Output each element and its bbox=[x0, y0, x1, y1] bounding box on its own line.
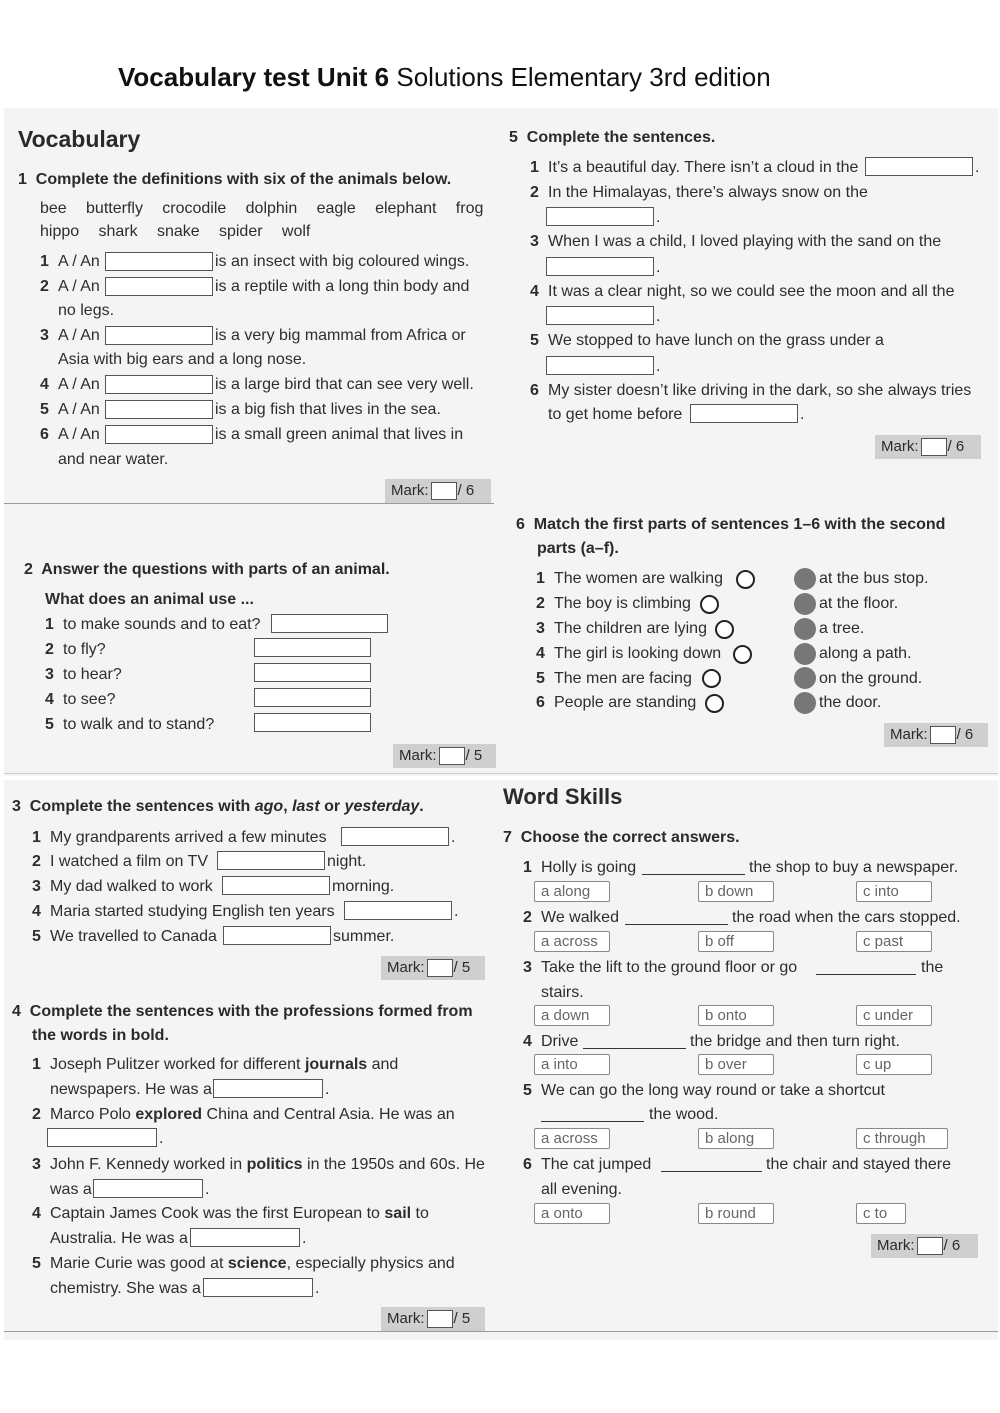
match-anchor-left[interactable] bbox=[715, 620, 734, 639]
score-input[interactable] bbox=[921, 438, 947, 456]
item-number: 1 bbox=[45, 616, 54, 633]
item-number: 4 bbox=[530, 283, 539, 300]
ex4-heading-cont: the words in bold. bbox=[32, 1027, 169, 1044]
item-text: It’s a beautiful day. There isn’t a cloud in the bbox=[548, 159, 859, 176]
separator bbox=[4, 503, 494, 504]
option-c[interactable]: c to bbox=[856, 1203, 906, 1224]
item-text-end: . bbox=[454, 903, 459, 920]
match-anchor-right[interactable] bbox=[794, 643, 816, 665]
answer-input[interactable] bbox=[93, 1179, 203, 1198]
separator bbox=[4, 1331, 998, 1332]
item-text: Marie Curie was good at science, especially physics and bbox=[50, 1255, 455, 1272]
option-c[interactable]: c past bbox=[856, 931, 932, 952]
item-number: 5 bbox=[536, 670, 545, 687]
answer-input[interactable] bbox=[546, 356, 654, 375]
answer-input[interactable] bbox=[254, 713, 371, 732]
item-number: 2 bbox=[32, 853, 41, 870]
separator bbox=[4, 776, 998, 780]
item-text: John F. Kennedy worked in politics in the 1950s and 60s. He bbox=[50, 1156, 485, 1173]
ex6-heading: 6 Match the first parts of sentences 1–6 with the second bbox=[516, 516, 946, 533]
answer-blank[interactable] bbox=[642, 874, 745, 875]
item-text: to see? bbox=[63, 691, 116, 708]
item-text-cont: newspapers. He was a bbox=[50, 1081, 212, 1098]
item-number: 2 bbox=[530, 184, 539, 201]
answer-input[interactable] bbox=[341, 827, 449, 846]
item-number: 3 bbox=[40, 327, 49, 344]
answer-input[interactable] bbox=[203, 1278, 313, 1297]
match-right-text: along a path. bbox=[819, 645, 912, 662]
separator bbox=[4, 773, 998, 774]
item-text: We walked bbox=[541, 909, 619, 926]
option-c[interactable]: c through bbox=[856, 1128, 948, 1149]
answer-input[interactable] bbox=[105, 252, 213, 271]
item-number: 6 bbox=[40, 426, 49, 443]
item-number: 5 bbox=[45, 716, 54, 733]
item-text-end: morning. bbox=[332, 878, 395, 895]
item-number: 5 bbox=[523, 1082, 532, 1099]
item-text: My sister doesn’t like driving in the dark, so she always tries bbox=[548, 382, 972, 399]
item-number: 1 bbox=[32, 1056, 41, 1073]
item-text: to walk and to stand? bbox=[63, 716, 215, 733]
item-text-end: night. bbox=[327, 853, 367, 870]
item-text: Marco Polo explored China and Central Asia. He was an bbox=[50, 1106, 455, 1123]
score-box: Mark: / 6 bbox=[884, 723, 988, 747]
match-anchor-right[interactable] bbox=[794, 692, 816, 714]
item-text: is a big fish that lives in the sea. bbox=[215, 401, 441, 418]
item-number: 3 bbox=[536, 620, 545, 637]
item-number: 3 bbox=[32, 878, 41, 895]
item-number: 3 bbox=[32, 1156, 41, 1173]
item-text-end: . bbox=[975, 159, 980, 176]
item-number: 4 bbox=[40, 376, 49, 393]
option-b[interactable]: b off bbox=[698, 931, 774, 952]
item-text-end: . bbox=[656, 358, 661, 375]
item-text-cont: to get home before bbox=[548, 406, 683, 423]
item-number: 6 bbox=[530, 382, 539, 399]
vocabulary-heading: Vocabulary bbox=[18, 126, 141, 152]
item-text-end: . bbox=[205, 1181, 210, 1198]
item-number: 1 bbox=[530, 159, 539, 176]
item-text-end: . bbox=[451, 829, 456, 846]
item-number: 2 bbox=[523, 909, 532, 926]
option-a[interactable]: a across bbox=[534, 1128, 610, 1149]
answer-blank[interactable] bbox=[816, 974, 916, 975]
word-skills-heading: Word Skills bbox=[503, 784, 623, 809]
answer-input[interactable] bbox=[546, 257, 654, 276]
option-b[interactable]: b down bbox=[698, 881, 774, 902]
item-text-end: . bbox=[315, 1280, 320, 1297]
item-text: I watched a film on TV bbox=[50, 853, 208, 870]
item-number: 4 bbox=[523, 1033, 532, 1050]
match-anchor-left[interactable] bbox=[705, 694, 724, 713]
item-number: 5 bbox=[32, 1255, 41, 1272]
answer-input[interactable] bbox=[105, 326, 213, 345]
item-number: 1 bbox=[536, 570, 545, 587]
match-anchor-right[interactable] bbox=[794, 618, 816, 640]
item-text-cont: and near water. bbox=[58, 451, 169, 468]
item-text-end: the bbox=[921, 959, 944, 976]
match-anchor-left[interactable] bbox=[700, 595, 719, 614]
option-a[interactable]: a onto bbox=[534, 1203, 610, 1224]
item-number: 2 bbox=[32, 1106, 41, 1123]
item-text-end: . bbox=[800, 406, 805, 423]
match-anchor-left[interactable] bbox=[702, 669, 721, 688]
item-text-end: the bridge and then turn right. bbox=[690, 1033, 900, 1050]
answer-input[interactable] bbox=[690, 404, 798, 423]
animal-word-list: bee butterfly crocodile dolphin eagle elephant frog bbox=[40, 200, 484, 217]
score-box: Mark: / 6 bbox=[875, 435, 981, 459]
option-c[interactable]: c up bbox=[856, 1054, 932, 1075]
score-box: Mark: / 5 bbox=[381, 956, 485, 980]
answer-blank[interactable] bbox=[583, 1048, 686, 1049]
match-left-text: The men are facing bbox=[554, 670, 692, 687]
item-text: It was a clear night, so we could see the moon and all the bbox=[548, 283, 955, 300]
item-prefix: A / An bbox=[58, 327, 100, 344]
item-prefix: A / An bbox=[58, 278, 100, 295]
item-number: 3 bbox=[530, 233, 539, 250]
answer-input[interactable] bbox=[254, 638, 371, 657]
item-text-end: the road when the cars stopped. bbox=[732, 909, 961, 926]
ex7-heading: 7 Choose the correct answers. bbox=[503, 829, 740, 846]
item-text: is a reptile with a long thin body and bbox=[215, 278, 470, 295]
match-anchor-left[interactable] bbox=[736, 570, 755, 589]
item-number: 6 bbox=[523, 1156, 532, 1173]
item-text: is an insect with big coloured wings. bbox=[215, 253, 470, 270]
item-prefix: A / An bbox=[58, 376, 100, 393]
item-text: is a large bird that can see very well. bbox=[215, 376, 474, 393]
ex2-subheading: What does an animal use ... bbox=[45, 591, 254, 608]
ex4-heading: 4 Complete the sentences with the professions formed from bbox=[12, 1003, 473, 1020]
answer-input[interactable] bbox=[546, 306, 654, 325]
answer-input[interactable] bbox=[254, 688, 371, 707]
item-number: 2 bbox=[45, 641, 54, 658]
answer-blank[interactable] bbox=[661, 1171, 762, 1172]
item-number: 5 bbox=[530, 332, 539, 349]
item-text: Holly is going bbox=[541, 859, 637, 876]
option-a[interactable]: a across bbox=[534, 931, 610, 952]
ex6-heading-cont: parts (a–f). bbox=[537, 540, 619, 557]
item-number: 1 bbox=[32, 829, 41, 846]
match-anchor-right[interactable] bbox=[794, 667, 816, 689]
option-b[interactable]: b over bbox=[698, 1054, 774, 1075]
item-prefix: A / An bbox=[58, 401, 100, 418]
score-input[interactable] bbox=[427, 959, 453, 977]
item-number: 5 bbox=[32, 928, 41, 945]
item-text-cont: chemistry. She was a bbox=[50, 1280, 201, 1297]
item-text: to fly? bbox=[63, 641, 106, 658]
item-number: 1 bbox=[40, 253, 49, 270]
item-text-end: . bbox=[656, 259, 661, 276]
item-text-cont: stairs. bbox=[541, 984, 584, 1001]
item-text-end: . bbox=[159, 1130, 164, 1147]
match-anchor-left[interactable] bbox=[733, 645, 752, 664]
item-text-end: the chair and stayed there bbox=[766, 1156, 952, 1173]
score-input[interactable] bbox=[439, 747, 465, 765]
item-number: 4 bbox=[45, 691, 54, 708]
item-number: 2 bbox=[40, 278, 49, 295]
item-text-end: the wood. bbox=[649, 1106, 719, 1123]
item-text-end: . bbox=[656, 209, 661, 226]
score-input[interactable] bbox=[427, 1310, 453, 1328]
item-text-cont: no legs. bbox=[58, 302, 115, 319]
answer-input[interactable] bbox=[546, 207, 654, 226]
option-a[interactable]: a into bbox=[534, 1054, 610, 1075]
score-input[interactable] bbox=[930, 726, 956, 744]
score-box: Mark: / 6 bbox=[871, 1234, 978, 1258]
score-box: Mark: / 6 bbox=[385, 479, 491, 503]
answer-blank[interactable] bbox=[625, 924, 728, 925]
score-box: Mark: / 5 bbox=[381, 1307, 485, 1331]
item-number: 4 bbox=[32, 1205, 41, 1222]
match-left-text: The girl is looking down bbox=[554, 645, 722, 662]
item-text: My dad walked to work bbox=[50, 878, 213, 895]
item-text-cont: Australia. He was a bbox=[50, 1230, 188, 1247]
ex3-heading: 3 Complete the sentences with ago, last or yesterday. bbox=[12, 798, 424, 815]
item-text-end: . bbox=[325, 1081, 330, 1098]
score-input[interactable] bbox=[431, 482, 457, 500]
match-left-text: The boy is climbing bbox=[554, 595, 691, 612]
answer-input[interactable] bbox=[47, 1128, 157, 1147]
item-text: We travelled to Canada bbox=[50, 928, 217, 945]
score-input[interactable] bbox=[917, 1237, 943, 1255]
match-left-text: People are standing bbox=[554, 694, 697, 711]
ex5-heading: 5 Complete the sentences. bbox=[509, 129, 716, 146]
match-left-text: The children are lying bbox=[554, 620, 707, 637]
item-text: My grandparents arrived a few minutes bbox=[50, 829, 327, 846]
item-number: 4 bbox=[536, 645, 545, 662]
page-title: Vocabulary test Unit 6 Solutions Elementary 3rd edition bbox=[118, 62, 771, 92]
item-number: 3 bbox=[45, 666, 54, 683]
match-anchor-right[interactable] bbox=[794, 568, 816, 590]
item-number: 2 bbox=[536, 595, 545, 612]
option-c[interactable]: c under bbox=[856, 1005, 932, 1026]
match-left-text: The women are walking bbox=[554, 570, 723, 587]
item-text-end: the shop to buy a newspaper. bbox=[749, 859, 959, 876]
answer-blank[interactable] bbox=[541, 1121, 644, 1122]
item-number: 6 bbox=[536, 694, 545, 711]
match-right-text: the door. bbox=[819, 694, 882, 711]
item-text: We stopped to have lunch on the grass under a bbox=[548, 332, 884, 349]
match-right-text: on the ground. bbox=[819, 670, 923, 687]
ex1-heading: 1 Complete the definitions with six of the animals below. bbox=[18, 171, 452, 188]
item-text-cont: Asia with big ears and a long nose. bbox=[58, 351, 307, 368]
item-text: The cat jumped bbox=[541, 1156, 652, 1173]
item-text: Take the lift to the ground floor or go bbox=[541, 959, 798, 976]
item-number: 1 bbox=[523, 859, 532, 876]
answer-input[interactable] bbox=[254, 663, 371, 682]
animal-word-list: hippo shark snake spider wolf bbox=[40, 223, 311, 240]
answer-input[interactable] bbox=[190, 1228, 300, 1247]
match-right-text: at the floor. bbox=[819, 595, 899, 612]
item-text: Captain James Cook was the first European to sail to bbox=[50, 1205, 429, 1222]
answer-input[interactable] bbox=[865, 157, 973, 176]
item-number: 3 bbox=[523, 959, 532, 976]
item-text-end: . bbox=[302, 1230, 307, 1247]
item-text-cont: was a bbox=[50, 1181, 92, 1198]
match-right-text: a tree. bbox=[819, 620, 865, 637]
answer-input[interactable] bbox=[222, 876, 330, 895]
answer-input[interactable] bbox=[271, 614, 388, 633]
item-text: Drive bbox=[541, 1033, 579, 1050]
answer-input[interactable] bbox=[105, 277, 213, 296]
match-right-text: at the bus stop. bbox=[819, 570, 929, 587]
item-text: Maria started studying English ten years bbox=[50, 903, 335, 920]
item-text-end: summer. bbox=[333, 928, 395, 945]
answer-input[interactable] bbox=[223, 926, 331, 945]
item-text: In the Himalayas, there’s always snow on the bbox=[548, 184, 868, 201]
option-b[interactable]: b onto bbox=[698, 1005, 774, 1026]
item-text: is a very big mammal from Africa or bbox=[215, 327, 466, 344]
item-number: 4 bbox=[32, 903, 41, 920]
item-number: 5 bbox=[40, 401, 49, 418]
item-prefix: A / An bbox=[58, 426, 100, 443]
item-text: We can go the long way round or take a shortcut bbox=[541, 1082, 885, 1099]
option-b[interactable]: b round bbox=[698, 1203, 774, 1224]
answer-input[interactable] bbox=[105, 375, 213, 394]
answer-input[interactable] bbox=[105, 400, 213, 419]
ex2-heading: 2 Answer the questions with parts of an animal. bbox=[24, 561, 390, 578]
item-text: to hear? bbox=[63, 666, 122, 683]
answer-input[interactable] bbox=[213, 1079, 323, 1098]
item-text: When I was a child, I loved playing with the sand on the bbox=[548, 233, 942, 250]
item-text-end: . bbox=[656, 308, 661, 325]
item-text: to make sounds and to eat? bbox=[63, 616, 261, 633]
item-text: is a small green animal that lives in bbox=[215, 426, 464, 443]
option-a[interactable]: a along bbox=[534, 881, 610, 902]
option-b[interactable]: b along bbox=[698, 1128, 774, 1149]
answer-input[interactable] bbox=[105, 425, 213, 444]
item-text-cont: all evening. bbox=[541, 1181, 622, 1198]
score-box: Mark: / 5 bbox=[393, 744, 496, 768]
option-a[interactable]: a down bbox=[534, 1005, 610, 1026]
answer-input[interactable] bbox=[217, 851, 325, 870]
option-c[interactable]: c into bbox=[856, 881, 932, 902]
item-prefix: A / An bbox=[58, 253, 100, 270]
item-text: Joseph Pulitzer worked for different journals and bbox=[50, 1056, 399, 1073]
answer-input[interactable] bbox=[344, 901, 452, 920]
match-anchor-right[interactable] bbox=[794, 593, 816, 615]
